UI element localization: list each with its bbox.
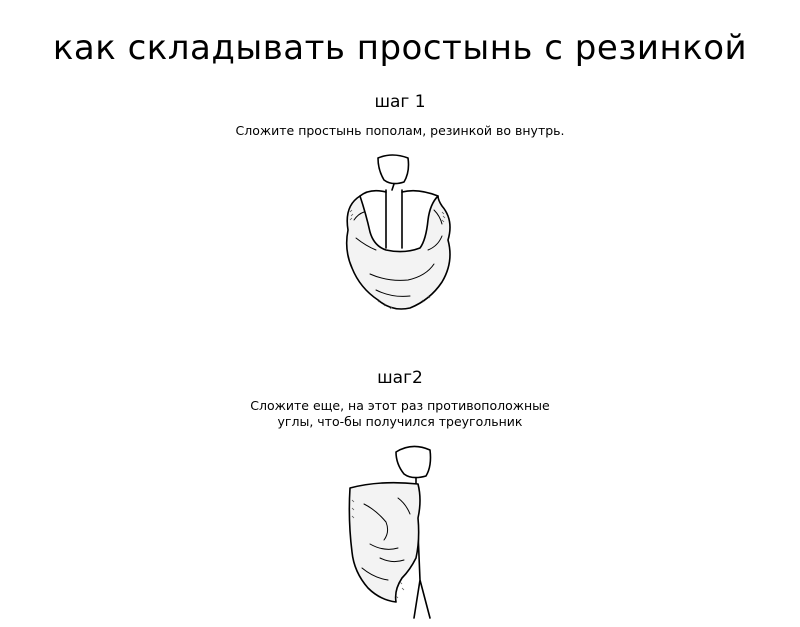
step-2-label: шаг2	[377, 368, 423, 388]
page-title: как складывать простынь с резинкой	[52, 28, 748, 68]
step-2-description-line-2: углы, что-бы получился треугольник	[277, 414, 523, 429]
step-1-description: Сложите простынь пополам, резинкой во внутрь.	[235, 123, 565, 138]
step-2-illustration	[340, 440, 460, 620]
step-1-illustration	[330, 150, 470, 325]
step-2-description-line-1: Сложите еще, на этот раз противоположные	[250, 398, 550, 413]
step-1-label: шаг 1	[374, 92, 426, 112]
